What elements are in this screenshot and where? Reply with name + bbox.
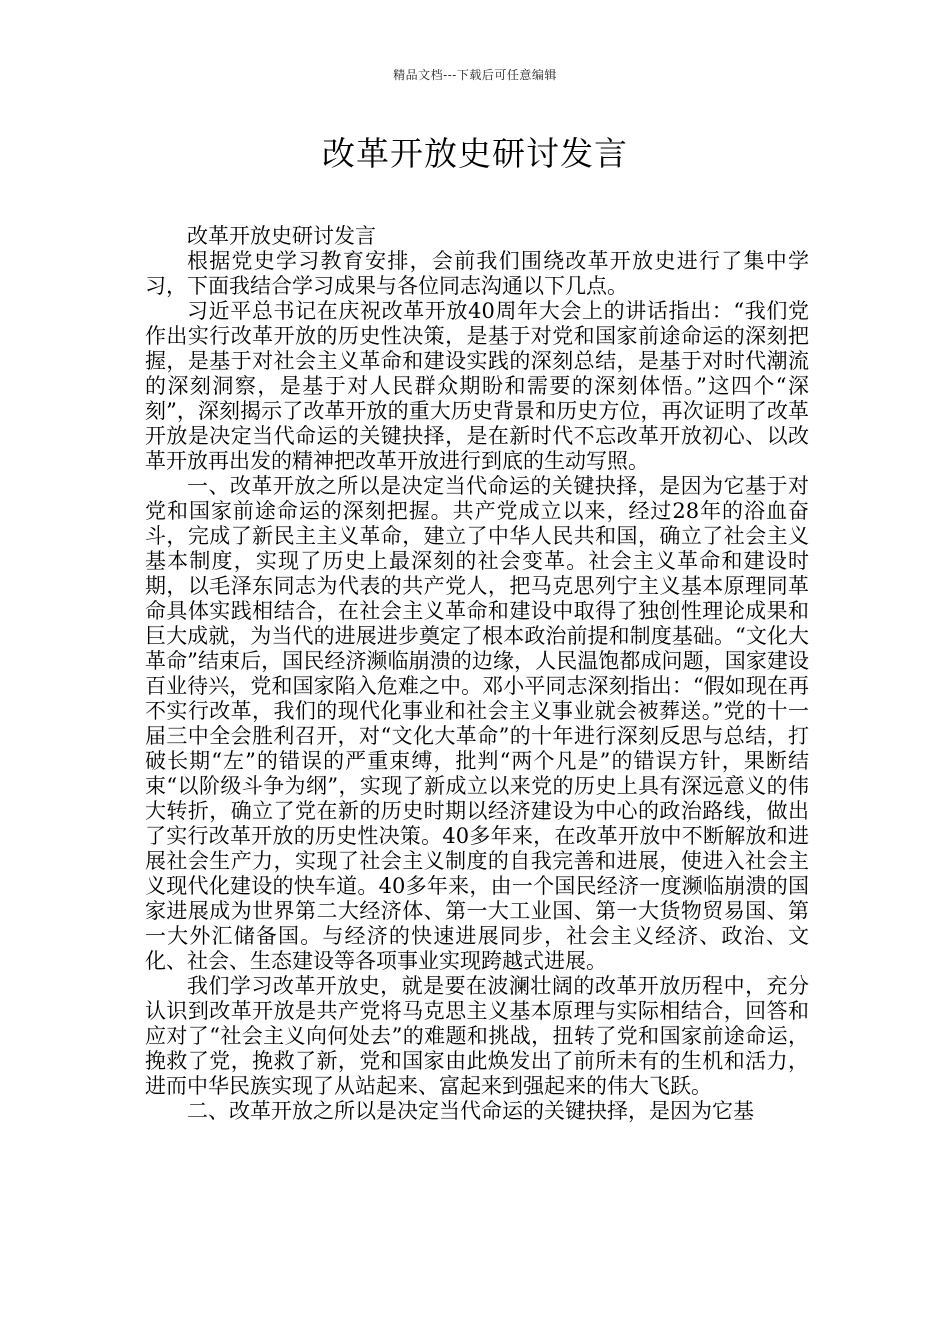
document-title: 改革开放史研讨发言: [322, 134, 628, 173]
paragraph-quote: 习近平总书记在庆祝改革开放40周年大会上的讲话指出：“我们党作出实行改革开放的历史性决策，是基于对党和国家前途命运的深刻把握，是基于对社会主义革命和建设实践的深刻总结，是基于对时代潮流的深刻洞察，是基于对人民群众期盼和需要的深刻体悟。”这四个“深刻”，深刻揭示了改革开放的重大历史背景和历史方位，再次证明了改革开放是决定当代命运的关键抉择，是在新时代不忘改革开放初心、以改革开放再出发的精神把改革开放进行到底的生动写照。: [145, 299, 809, 473]
paragraph-section-one: 一、改革开放之所以是决定当代命运的关键抉择，是因为它基于对党和国家前途命运的深刻把握。共产党成立以来，经过28年的浴血奋斗，完成了新民主主义革命，建立了中华人民共和国，确立了社会主义基本制度，实现了历史上最深刻的社会变革。社会主义革命和建设时期，以毛泽东同志为代表的共产党人，把马克思列宁主义基本原理同革命具体实践相结合，在社会主义革命和建设中取得了独创性理论成果和巨大成就，为当代的进展进步奠定了根本政治前提和制度基础。“文化大革命”结束后，国民经济濒临崩溃的边缘，人民温饱都成问题，国家建设百业待兴，党和国家陷入危难之中。邓小平同志深刻指出：“假如现在再不实行改革，我们的现代化事业和社会主义事业就会被葬送。”党的十一届三中全会胜利召开，对“文化大革命”的十年进行深刻反思与总结，打破长期“左”的错误的严重束缚，批判“两个凡是”的错误方针，果断结束“以阶级斗争为纲”，实现了新成立以来党的历史上具有深远意义的伟大转折，确立了党在新的历史时期以经济建设为中心的政治路线，做出了实行改革开放的历史性决策。40多年来，在改革开放中不断解放和进展社会生产力，实现了社会主义制度的自我完善和进展，使进入社会主义现代化建设的快车道。40多年来，由一个国民经济一度濒临崩溃的国家进展成为世界第二大经济体、第一大工业国、第一大货物贸易国、第一大外汇储备国。与经济的快速进展同步，社会主义经济、政治、文化、社会、生态建设等各项事业实现跨越式进展。: [145, 474, 809, 973]
paragraph-subtitle: 改革开放史研讨发言: [187, 224, 376, 248]
document-body: [145, 224, 809, 1124]
paragraph-intro: 根据党史学习教育安排，会前我们围绕改革开放史进行了集中学习，下面我结合学习成果与各位同志沟通以下几点。: [145, 249, 809, 298]
paragraph-section-two: 二、改革开放之所以是决定当代命运的关键抉择，是因为它基: [187, 1099, 754, 1123]
paragraph-study-summary: 我们学习改革开放史，就是要在波澜壮阔的改革开放历程中，充分认识到改革开放是共产党将马克思主义基本原理与实际相结合，回答和应对了“社会主义向何处去”的难题和挑战，扭转了党和国家前途命运，挽救了党，挽救了新，党和国家由此焕发出了前所未有的生机和活力，进而中华民族实现了从站起来、富起来到强起来的伟大飞跃。: [145, 974, 809, 1098]
header-note: 精品文档---下载后可任意编辑: [393, 68, 557, 82]
